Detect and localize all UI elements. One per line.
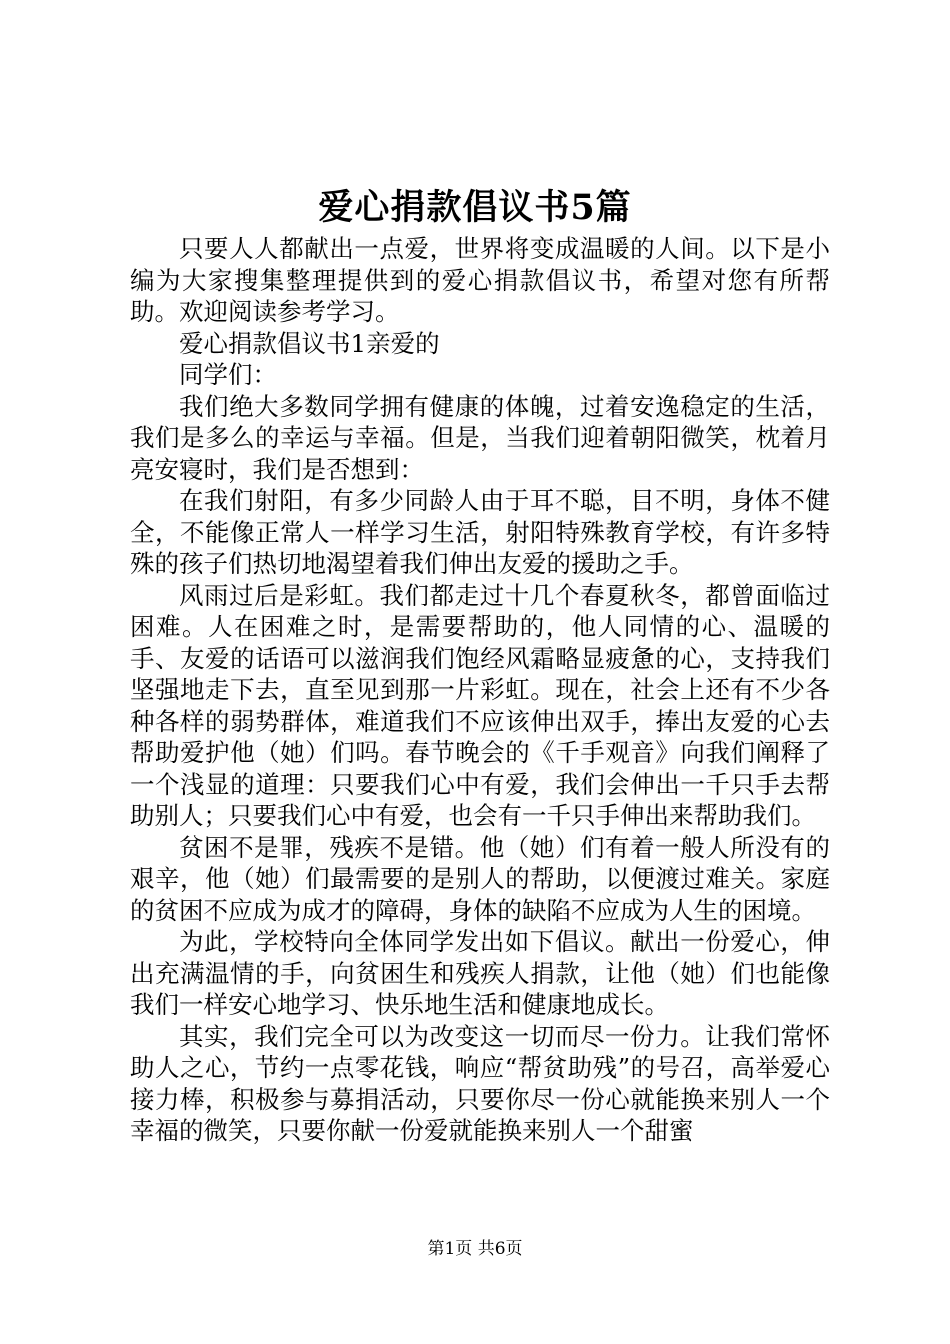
paragraph-intro: 只要人人都献出一点爱，世界将变成温暖的人间。以下是小编为大家搜集整理提供到的爱心捐款倡议书，希望对您有所帮助。欢迎阅读参考学习。 bbox=[130, 234, 830, 326]
paragraph-body: 风雨过后是彩虹。我们都走过十几个春夏秋冬，都曾面临过困难。人在困难之时，是需要帮助的，他人同情的心、温暖的手、友爱的话语可以滋润我们饱经风霜略显疲惫的心，支持我们坚强地走下去，直至见到那一片彩虹。现在，社会上还有不少各种各样的弱势群体，难道我们不应该伸出双手，捧出友爱的心去帮助爱护他（她）们吗。春节晚会的《千手观音》向我们阐释了一个浅显的道理：只要我们心中有爱，我们会伸出一千只手去帮助别人；只要我们心中有爱，也会有一千只手伸出来帮助我们。 bbox=[130, 580, 830, 830]
document-title: 爱心捐款倡议书5篇 bbox=[318, 187, 632, 228]
paragraph-body: 在我们射阳，有多少同龄人由于耳不聪，目不明，身体不健全，不能像正常人一样学习生活，射阳特殊教育学校，有许多特殊的孩子们热切地渴望着我们伸出友爱的援助之手。 bbox=[130, 486, 830, 578]
paragraph-body: 我们绝大多数同学拥有健康的体魄，过着安逸稳定的生活，我们是多么的幸运与幸福。但是，当我们迎着朝阳微笑，枕着月亮安寝时，我们是否想到： bbox=[130, 391, 830, 484]
document-body bbox=[130, 233, 830, 1147]
paragraph-body: 为此，学校特向全体同学发出如下倡议。献出一份爱心，伸出充满温情的手，向贫困生和残疾人捐款，让他（她）们也能像我们一样安心地学习、快乐地生活和健康地成长。 bbox=[130, 927, 830, 1019]
paragraph-subtitle: 爱心捐款倡议书1亲爱的 bbox=[179, 328, 440, 358]
paragraph-salutation: 同学们： bbox=[179, 360, 277, 389]
paragraph-body: 其实，我们完全可以为改变这一切而尽一份力。让我们常怀助人之心，节约一点零花钱，响应“帮贫助残”的号召，高举爱心接力棒，积极参与募捐活动，只要你尽一份心就能换来别人一个幸福的微笑，只要你献一份爱就能换来别人一个甜蜜 bbox=[130, 1021, 830, 1145]
paragraph-body: 贫困不是罪，残疾不是错。他（她）们有着一般人所没有的艰辛，他（她）们最需要的是别人的帮助，以便渡过难关。家庭的贫困不应成为成才的障碍，身体的缺陷不应成为人生的困境。 bbox=[130, 832, 830, 925]
page-footer: 第1页 共6页 bbox=[427, 1239, 523, 1259]
